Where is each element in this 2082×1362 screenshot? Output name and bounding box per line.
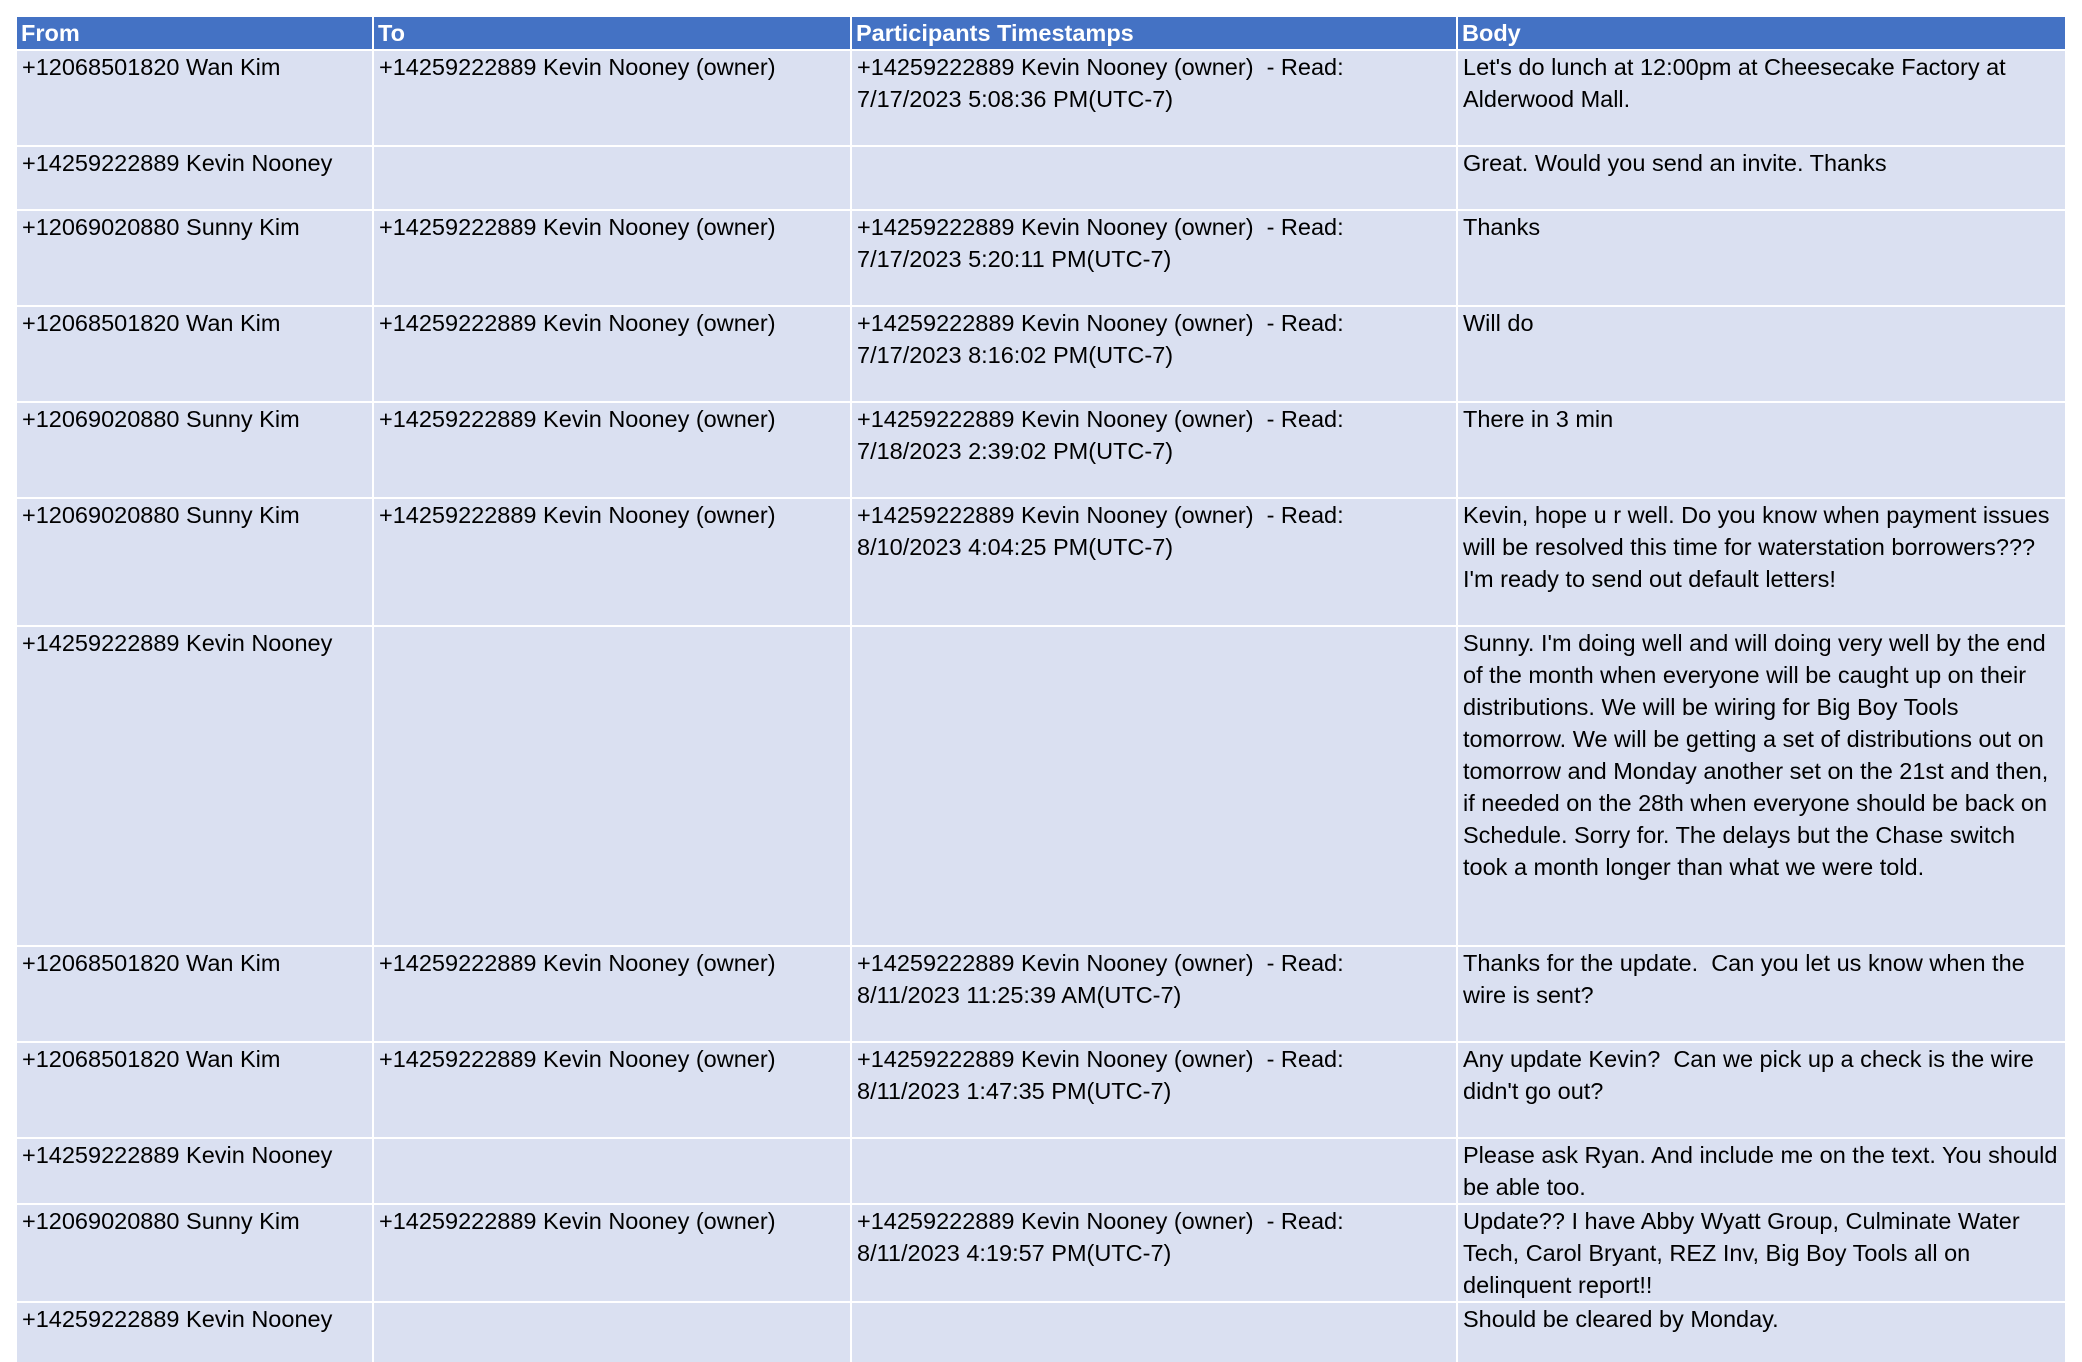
table-row (17, 210, 2065, 306)
body-cell: Kevin, hope u r well. Do you know when payment issues will be resolved this time for waterstation borrowers??? I'm ready to send out default letters! (1457, 498, 2065, 626)
body-cell: Will do (1457, 306, 2065, 402)
body-cell: Update?? I have Abby Wyatt Group, Culminate Water Tech, Carol Bryant, REZ Inv, Big Boy Tools all on delinquent report!! (1457, 1204, 2065, 1302)
column-header-to: To (373, 17, 851, 50)
timestamps-cell (851, 1302, 1457, 1362)
to-cell: +14259222889 Kevin Nooney (owner) (373, 50, 851, 146)
from-cell: +14259222889 Kevin Nooney (17, 1138, 373, 1204)
body-cell: There in 3 min (1457, 402, 2065, 498)
to-cell: +14259222889 Kevin Nooney (owner) (373, 1042, 851, 1138)
header-row (17, 17, 2065, 50)
timestamps-cell: +14259222889 Kevin Nooney (owner) - Read: 7/17/2023 5:08:36 PM(UTC-7) (851, 50, 1457, 146)
table-row (17, 626, 2065, 946)
from-cell: +14259222889 Kevin Nooney (17, 1302, 373, 1362)
to-cell (373, 1138, 851, 1204)
table-row (17, 1302, 2065, 1362)
from-cell: +12069020880 Sunny Kim (17, 1204, 373, 1302)
timestamps-cell: +14259222889 Kevin Nooney (owner) - Read: 8/11/2023 4:19:57 PM(UTC-7) (851, 1204, 1457, 1302)
table-row (17, 306, 2065, 402)
timestamps-cell: +14259222889 Kevin Nooney (owner) - Read: 8/11/2023 11:25:39 AM(UTC-7) (851, 946, 1457, 1042)
to-cell (373, 626, 851, 946)
table-row (17, 498, 2065, 626)
table-row (17, 402, 2065, 498)
timestamps-cell: +14259222889 Kevin Nooney (owner) - Read: 7/18/2023 2:39:02 PM(UTC-7) (851, 402, 1457, 498)
body-cell: Great. Would you send an invite. Thanks (1457, 146, 2065, 210)
message-table (17, 17, 2065, 1362)
timestamps-cell: +14259222889 Kevin Nooney (owner) - Read: 7/17/2023 8:16:02 PM(UTC-7) (851, 306, 1457, 402)
table-row (17, 1138, 2065, 1204)
from-cell: +12068501820 Wan Kim (17, 50, 373, 146)
from-cell: +14259222889 Kevin Nooney (17, 146, 373, 210)
timestamps-cell: +14259222889 Kevin Nooney (owner) - Read: 8/11/2023 1:47:35 PM(UTC-7) (851, 1042, 1457, 1138)
table-row (17, 1042, 2065, 1138)
to-cell: +14259222889 Kevin Nooney (owner) (373, 210, 851, 306)
body-cell: Sunny. I'm doing well and will doing very well by the end of the month when everyone will be caught up on their distributions. We will be wiring for Big Boy Tools tomorrow. We will be getting a set of distributions out on tomorrow and Monday another set on the 21st and then, if needed on the 28th when everyone should be back on Schedule. Sorry for. The delays but the Chase switch took a month longer than what we were told. (1457, 626, 2065, 946)
column-header-body: Body (1457, 17, 2065, 50)
body-cell: Thanks for the update. Can you let us know when the wire is sent? (1457, 946, 2065, 1042)
column-header-timestamps: Participants Timestamps (851, 17, 1457, 50)
from-cell: +14259222889 Kevin Nooney (17, 626, 373, 946)
from-cell: +12068501820 Wan Kim (17, 1042, 373, 1138)
from-cell: +12069020880 Sunny Kim (17, 498, 373, 626)
table-row (17, 146, 2065, 210)
timestamps-cell: +14259222889 Kevin Nooney (owner) - Read: 7/17/2023 5:20:11 PM(UTC-7) (851, 210, 1457, 306)
body-cell: Should be cleared by Monday. (1457, 1302, 2065, 1362)
table-row (17, 946, 2065, 1042)
to-cell: +14259222889 Kevin Nooney (owner) (373, 402, 851, 498)
timestamps-cell: +14259222889 Kevin Nooney (owner) - Read: 8/10/2023 4:04:25 PM(UTC-7) (851, 498, 1457, 626)
to-cell (373, 146, 851, 210)
timestamps-cell (851, 146, 1457, 210)
body-cell: Thanks (1457, 210, 2065, 306)
to-cell: +14259222889 Kevin Nooney (owner) (373, 946, 851, 1042)
message-table-sheet (17, 17, 2065, 1362)
body-cell: Any update Kevin? Can we pick up a check is the wire didn't go out? (1457, 1042, 2065, 1138)
body-cell: Let's do lunch at 12:00pm at Cheesecake Factory at Alderwood Mall. (1457, 50, 2065, 146)
table-row (17, 1204, 2065, 1302)
from-cell: +12069020880 Sunny Kim (17, 210, 373, 306)
table-row (17, 50, 2065, 146)
to-cell: +14259222889 Kevin Nooney (owner) (373, 306, 851, 402)
body-cell: Please ask Ryan. And include me on the text. You should be able too. (1457, 1138, 2065, 1204)
to-cell: +14259222889 Kevin Nooney (owner) (373, 498, 851, 626)
from-cell: +12068501820 Wan Kim (17, 946, 373, 1042)
from-cell: +12069020880 Sunny Kim (17, 402, 373, 498)
timestamps-cell (851, 1138, 1457, 1204)
to-cell (373, 1302, 851, 1362)
column-header-from: From (17, 17, 373, 50)
from-cell: +12068501820 Wan Kim (17, 306, 373, 402)
timestamps-cell (851, 626, 1457, 946)
to-cell: +14259222889 Kevin Nooney (owner) (373, 1204, 851, 1302)
